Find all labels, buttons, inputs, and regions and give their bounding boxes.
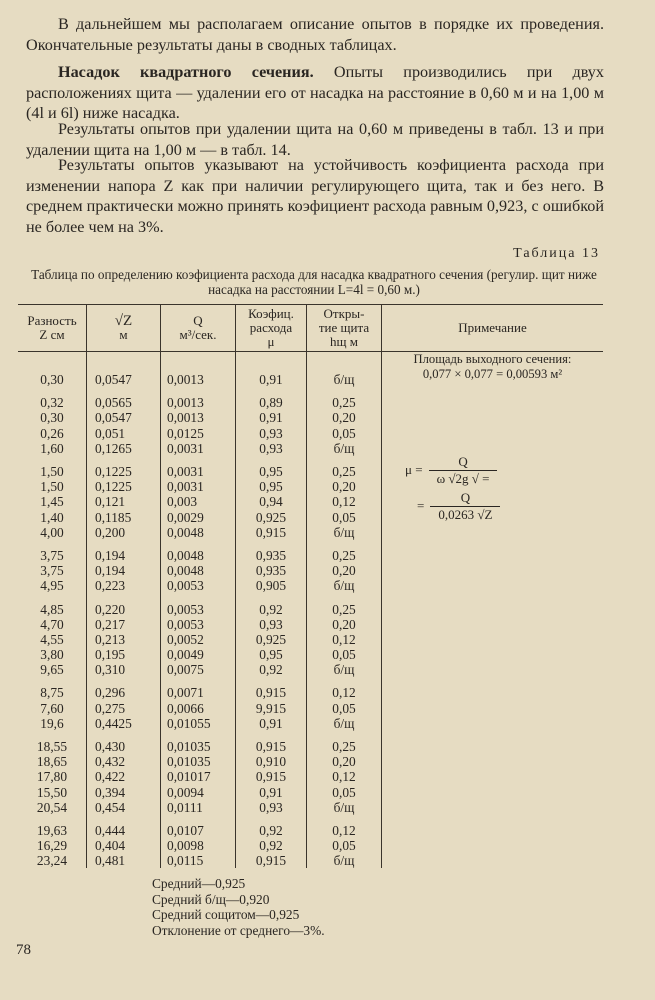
cell-q: 0,0107: [161, 823, 236, 838]
cell-q: 0,01055: [161, 716, 236, 731]
cell-mu: 0,925: [236, 632, 307, 647]
cell-sqrt-z: 0,444: [87, 823, 161, 838]
cell-q: 0,0048: [161, 548, 236, 563]
cell-mu: 0,92: [236, 662, 307, 677]
section-heading: Насадок квадратного сечения.: [58, 63, 314, 81]
cell-opening: 0,12: [307, 769, 382, 784]
cell-mu: 0,910: [236, 754, 307, 769]
cell-mu: 0,92: [236, 838, 307, 853]
cell-mu: 0,905: [236, 578, 307, 593]
cell-z: 18,55: [36, 739, 68, 755]
cell-sqrt-z: 0,194: [87, 548, 161, 563]
summary-deviation: Отклонение от среднего—3%.: [152, 922, 325, 938]
cell-z: 4,70: [40, 616, 64, 632]
cell-z: 1,60: [40, 440, 64, 456]
cell-z: 3,80: [40, 647, 64, 663]
cell-sqrt-z: 0,1225: [87, 464, 161, 479]
cell-z: 1,45: [40, 494, 64, 510]
cell-q: 0,0049: [161, 647, 236, 662]
cell-z: 0,32: [40, 395, 64, 411]
summary-block: [152, 876, 325, 938]
cell-z: 19,6: [40, 715, 64, 731]
cell-q: 0,0013: [161, 352, 236, 388]
cell-opening: 0,25: [307, 739, 382, 754]
cell-opening: 0,25: [307, 464, 382, 479]
cell-q: 0,01017: [161, 769, 236, 784]
cell-mu: 0,915: [236, 525, 307, 540]
cell-mu: 0,915: [236, 685, 307, 700]
cell-q: 0,0075: [161, 662, 236, 677]
cell-mu: 0,94: [236, 494, 307, 509]
cell-z: 7,60: [40, 700, 64, 716]
paragraph-results: Результаты опытов при удалении щита на 0,60 м приведены в табл. 13 и при удалении щита на 1,00 м — в табл. 14.: [26, 120, 604, 159]
cell-q: 0,0094: [161, 785, 236, 800]
summary-average-no-shield: Средний б/щ—0,920: [152, 891, 270, 907]
cell-sqrt-z: 0,0565: [87, 395, 161, 410]
cell-z: 4,85: [40, 601, 64, 617]
cell-opening: 0,05: [307, 785, 382, 800]
summary-average: Средний—0,925: [152, 876, 246, 891]
formula-numerator-1: Q: [458, 453, 468, 469]
table-row: [18, 352, 603, 388]
cell-q: 0,0053: [161, 617, 236, 632]
cell-z: 3,75: [40, 563, 64, 579]
formula-numerator-2: Q: [460, 489, 471, 505]
table-header-row: [18, 305, 603, 352]
cell-z: 1,40: [40, 509, 64, 525]
cell-z: 4,95: [40, 578, 64, 594]
cell-sqrt-z: 0,4425: [87, 716, 161, 731]
cell-opening: б/щ: [307, 800, 382, 815]
paragraph-intro: В дальнейшем мы располагаем описание опытов в порядке их проведения. Окончательные результаты даны в сводных таблицах.: [26, 15, 604, 54]
cell-z: 4,55: [40, 631, 64, 647]
cell-sqrt-z: 0,200: [87, 525, 161, 540]
cell-sqrt-z: 0,296: [87, 685, 161, 700]
cell-opening: 0,05: [307, 647, 382, 662]
cell-sqrt-z: 0,454: [87, 800, 161, 815]
cell-sqrt-z: 0,404: [87, 838, 161, 853]
cell-mu: 0,91: [236, 352, 307, 388]
cell-sqrt-z: 0,1265: [87, 441, 161, 456]
cell-sqrt-z: 0,220: [87, 601, 161, 616]
note-area-label: Площадь выходного сечения:: [413, 352, 572, 366]
cell-mu: 0,92: [236, 601, 307, 616]
cell-sqrt-z: 0,430: [87, 739, 161, 754]
cell-mu: 0,91: [236, 716, 307, 731]
cell-sqrt-z: 0,121: [87, 494, 161, 509]
cell-q: 0,0031: [161, 441, 236, 456]
note-area-value: 0,077 × 0,077 = 0,00593 м²: [422, 367, 563, 381]
formula-equals: =: [417, 498, 425, 513]
cell-sqrt-z: 0,0547: [87, 352, 161, 388]
cell-sqrt-z: 0,051: [87, 426, 161, 441]
cell-sqrt-z: 0,1185: [87, 510, 161, 525]
cell-q: 0,01035: [161, 739, 236, 754]
cell-z: 17,80: [36, 769, 68, 785]
cell-opening: б/щ: [307, 525, 382, 540]
cell-q: 0,0048: [161, 563, 236, 578]
note-cell: [382, 352, 604, 869]
cell-mu: 0,92: [236, 823, 307, 838]
paragraph-conclusion: Результаты опытов указывают на устойчивость коэфициента расхода при изменении напора Z как при наличии регулирующего щита, так и без него. В среднем практически можно принять коэфициент расхода равным 0,923, с ошибкой не более чем на 3%.: [26, 156, 604, 236]
cell-opening: 0,20: [307, 617, 382, 632]
cell-sqrt-z: 0,432: [87, 754, 161, 769]
header-coefficient: Коэфиц. расхода μ: [236, 305, 307, 352]
cell-q: 0,0115: [161, 853, 236, 868]
cell-q: 0,0053: [161, 578, 236, 593]
cell-sqrt-z: 0,394: [87, 785, 161, 800]
cell-opening: б/щ: [307, 662, 382, 677]
cell-opening: 0,05: [307, 838, 382, 853]
cell-opening: 0,05: [307, 426, 382, 441]
cell-mu: 0,95: [236, 647, 307, 662]
cell-z: 16,29: [36, 838, 68, 854]
cell-mu: 0,95: [236, 479, 307, 494]
cell-q: 0,0031: [161, 479, 236, 494]
cell-mu: 9,915: [236, 701, 307, 716]
cell-q: 0,0125: [161, 426, 236, 441]
cell-sqrt-z: 0,310: [87, 662, 161, 677]
cell-mu: 0,89: [236, 395, 307, 410]
cell-sqrt-z: 0,223: [87, 578, 161, 593]
cell-sqrt-z: 0,213: [87, 632, 161, 647]
cell-opening: 0,12: [307, 632, 382, 647]
cell-mu: 0,93: [236, 617, 307, 632]
cell-opening: 0,05: [307, 701, 382, 716]
cell-z: 1,50: [40, 464, 64, 480]
cell-opening: 0,20: [307, 563, 382, 578]
cell-sqrt-z: 0,1225: [87, 479, 161, 494]
cell-q: 0,0071: [161, 685, 236, 700]
cell-q: 0,0029: [161, 510, 236, 525]
cell-z: 0,30: [40, 410, 64, 426]
cell-z: 20,54: [36, 799, 68, 815]
cell-z: 0,26: [40, 425, 64, 441]
cell-sqrt-z: 0,275: [87, 701, 161, 716]
cell-z: 15,50: [36, 784, 68, 800]
cell-mu: 0,935: [236, 563, 307, 578]
cell-opening: 0,25: [307, 395, 382, 410]
cell-z: 19,63: [36, 822, 68, 838]
table-label: Таблица 13: [513, 246, 600, 261]
cell-q: 0,003: [161, 494, 236, 509]
cell-q: 0,0111: [161, 800, 236, 815]
cell-sqrt-z: 0,422: [87, 769, 161, 784]
header-note: Примечание: [382, 305, 604, 352]
cell-z: 3,75: [40, 547, 64, 563]
cell-q: 0,0052: [161, 632, 236, 647]
cell-q: 0,0098: [161, 838, 236, 853]
cell-z: 1,50: [40, 479, 64, 495]
cell-mu: 0,915: [236, 769, 307, 784]
cell-opening: 0,20: [307, 410, 382, 425]
flow-formula: [405, 452, 585, 524]
table-caption: Таблица по определению коэфициента расхода для насадка квадратного сечения (регулир. щит ниже насадка на расстоянии L=4l = 0,60 м.): [31, 267, 597, 297]
cell-mu: 0,915: [236, 739, 307, 754]
cell-opening: б/щ: [307, 578, 382, 593]
table-body: [18, 352, 603, 869]
cell-z: 8,75: [40, 685, 64, 701]
cell-q: 0,0048: [161, 525, 236, 540]
cell-z: 4,00: [40, 524, 64, 540]
summary-average-with-shield: Средний сощитом—0,925: [152, 907, 300, 922]
cell-q: 0,0013: [161, 410, 236, 425]
cell-sqrt-z: 0,195: [87, 647, 161, 662]
cell-q: 0,0066: [161, 701, 236, 716]
cell-opening: 0,12: [307, 494, 382, 509]
header-q: Q м³/сек.: [161, 305, 236, 352]
cell-opening: 0,12: [307, 823, 382, 838]
paragraph-square-nozzle: Насадок квадратного сечения. Опыты производились при двух расположениях щита — удалении его от насадка на расстояние в 0,60 м и на 1,00 м (4l и 6l) ниже насадка.: [26, 63, 604, 122]
cell-opening: 0,25: [307, 548, 382, 563]
cell-mu: 0,935: [236, 548, 307, 563]
cell-q: 0,0031: [161, 464, 236, 479]
cell-mu: 0,91: [236, 410, 307, 425]
cell-opening: 0,12: [307, 685, 382, 700]
cell-sqrt-z: 0,194: [87, 563, 161, 578]
formula-denominator-1: ω √2g √ =: [429, 470, 498, 487]
cell-z: 0,30: [40, 372, 64, 388]
cell-opening: б/щ: [307, 352, 382, 388]
cell-sqrt-z: 0,0547: [87, 410, 161, 425]
cell-opening: 0,25: [307, 601, 382, 616]
cell-opening: 0,05: [307, 510, 382, 525]
cell-opening: 0,20: [307, 479, 382, 494]
page-number: 78: [16, 942, 31, 958]
header-sqrt-z: √Z м: [87, 305, 161, 352]
cell-mu: 0,915: [236, 853, 307, 868]
cell-sqrt-z: 0,481: [87, 853, 161, 868]
cell-z: 23,24: [36, 853, 68, 869]
cell-mu: 0,93: [236, 426, 307, 441]
cell-mu: 0,93: [236, 441, 307, 456]
cell-mu: 0,91: [236, 785, 307, 800]
cell-q: 0,0053: [161, 601, 236, 616]
cell-opening: б/щ: [307, 853, 382, 868]
cell-mu: 0,93: [236, 800, 307, 815]
header-shield-opening: Откры- тие щита hщ м: [307, 305, 382, 352]
cell-q: 0,01035: [161, 754, 236, 769]
formula-mu: μ =: [405, 462, 423, 477]
formula-denominator-2: 0,0263 √Z: [430, 506, 500, 523]
data-table: [18, 304, 603, 868]
cell-mu: 0,925: [236, 510, 307, 525]
cell-q: 0,0013: [161, 395, 236, 410]
cell-z: 9,65: [40, 662, 64, 678]
header-z: Разность Z см: [18, 305, 87, 352]
cell-opening: б/щ: [307, 441, 382, 456]
cell-z: 18,65: [36, 754, 68, 770]
cell-opening: 0,20: [307, 754, 382, 769]
cell-mu: 0,95: [236, 464, 307, 479]
cell-sqrt-z: 0,217: [87, 617, 161, 632]
cell-opening: б/щ: [307, 716, 382, 731]
